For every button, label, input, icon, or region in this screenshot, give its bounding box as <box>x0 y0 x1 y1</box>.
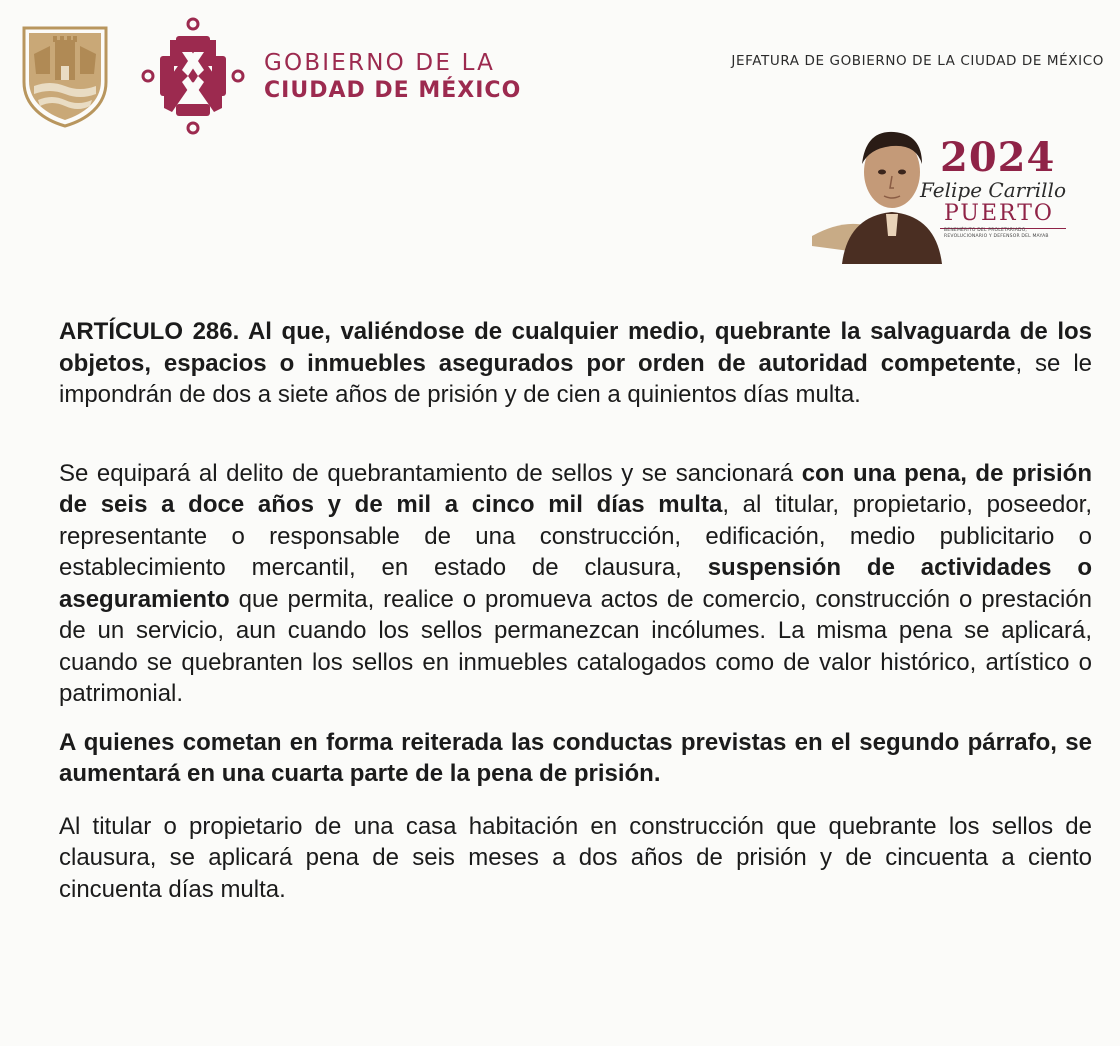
badge-name: Felipe Carrillo <box>920 178 1066 202</box>
government-title <box>264 50 521 104</box>
article-paragraph-2 <box>59 458 1092 710</box>
badge-year: 2024 <box>940 134 1056 181</box>
article-p2-bold-b: con una pena, de prisión de seis a doce años y de mil a cinco mil días multa <box>59 459 1093 518</box>
article-paragraph-3 <box>59 727 1092 790</box>
article-p3-bold: A quienes cometan en forma reiterada las conductas previstas en el segundo párrafo, se aumentará en una cuarta parte de la pena de prisión. <box>59 728 1092 787</box>
badge-surname: PUERTO <box>944 201 1054 226</box>
gov-title-line1: GOBIERNO DE LA <box>264 50 496 76</box>
article-heading-bold: ARTÍCULO 286. Al que, valiéndose de cualquier medio, quebrante la salvaguarda de los objetos, espacios o inmuebles asegurados por orden de autoridad competente <box>59 318 1092 377</box>
article-p2-text-e: que permita, realice o promueva actos de comercio, construcción o prestación de un servicio, aun cuando los sellos permanezcan incólumes. La misma pena se aplicará, cuando se quebranten los sellos en inmuebles catalogados como de valor histórico, artístico o patrimonial. <box>59 585 1092 707</box>
article-p2-text-a: Se equipará al delito de quebrantamiento de sellos y se sancionará <box>59 459 802 487</box>
article-paragraph-4: Al titular o propietario de una casa habitación en construcción que quebrante los sellos de clausura, se aplicará pena de seis meses a dos años de prisión y de cincuenta a ciento cincuenta días multa. <box>59 812 1092 903</box>
gov-title-line2: CIUDAD DE MÉXICO <box>264 78 522 103</box>
jefatura-heading: JEFATURA DE GOBIERNO DE LA CIUDAD DE MÉXICO <box>731 53 1104 69</box>
letterhead <box>0 0 1120 270</box>
article-paragraph-1 <box>59 316 1092 411</box>
badge-motto: BENEMÉRITO DEL PROLETARIADO, REVOLUCIONARIO Y DEFENSOR DEL MAYAB <box>944 228 1049 239</box>
article-p1-text: , se le impondrán de dos a siete años de prisión y de cien a quinientos días multa. <box>59 349 1093 408</box>
article-body <box>59 316 1092 905</box>
cdmx-emblem-logo <box>140 16 246 136</box>
cdmx-coat-of-arms-logo <box>20 24 110 128</box>
article-p2-text-c: , al titular, propietario, poseedor, representante o responsable de una construcción, edificación, medio publicitario o establecimiento mercantil, en estado de clausura, <box>59 491 1092 581</box>
article-p2-bold-d: suspensión de actividades o aseguramiento <box>59 554 1093 613</box>
